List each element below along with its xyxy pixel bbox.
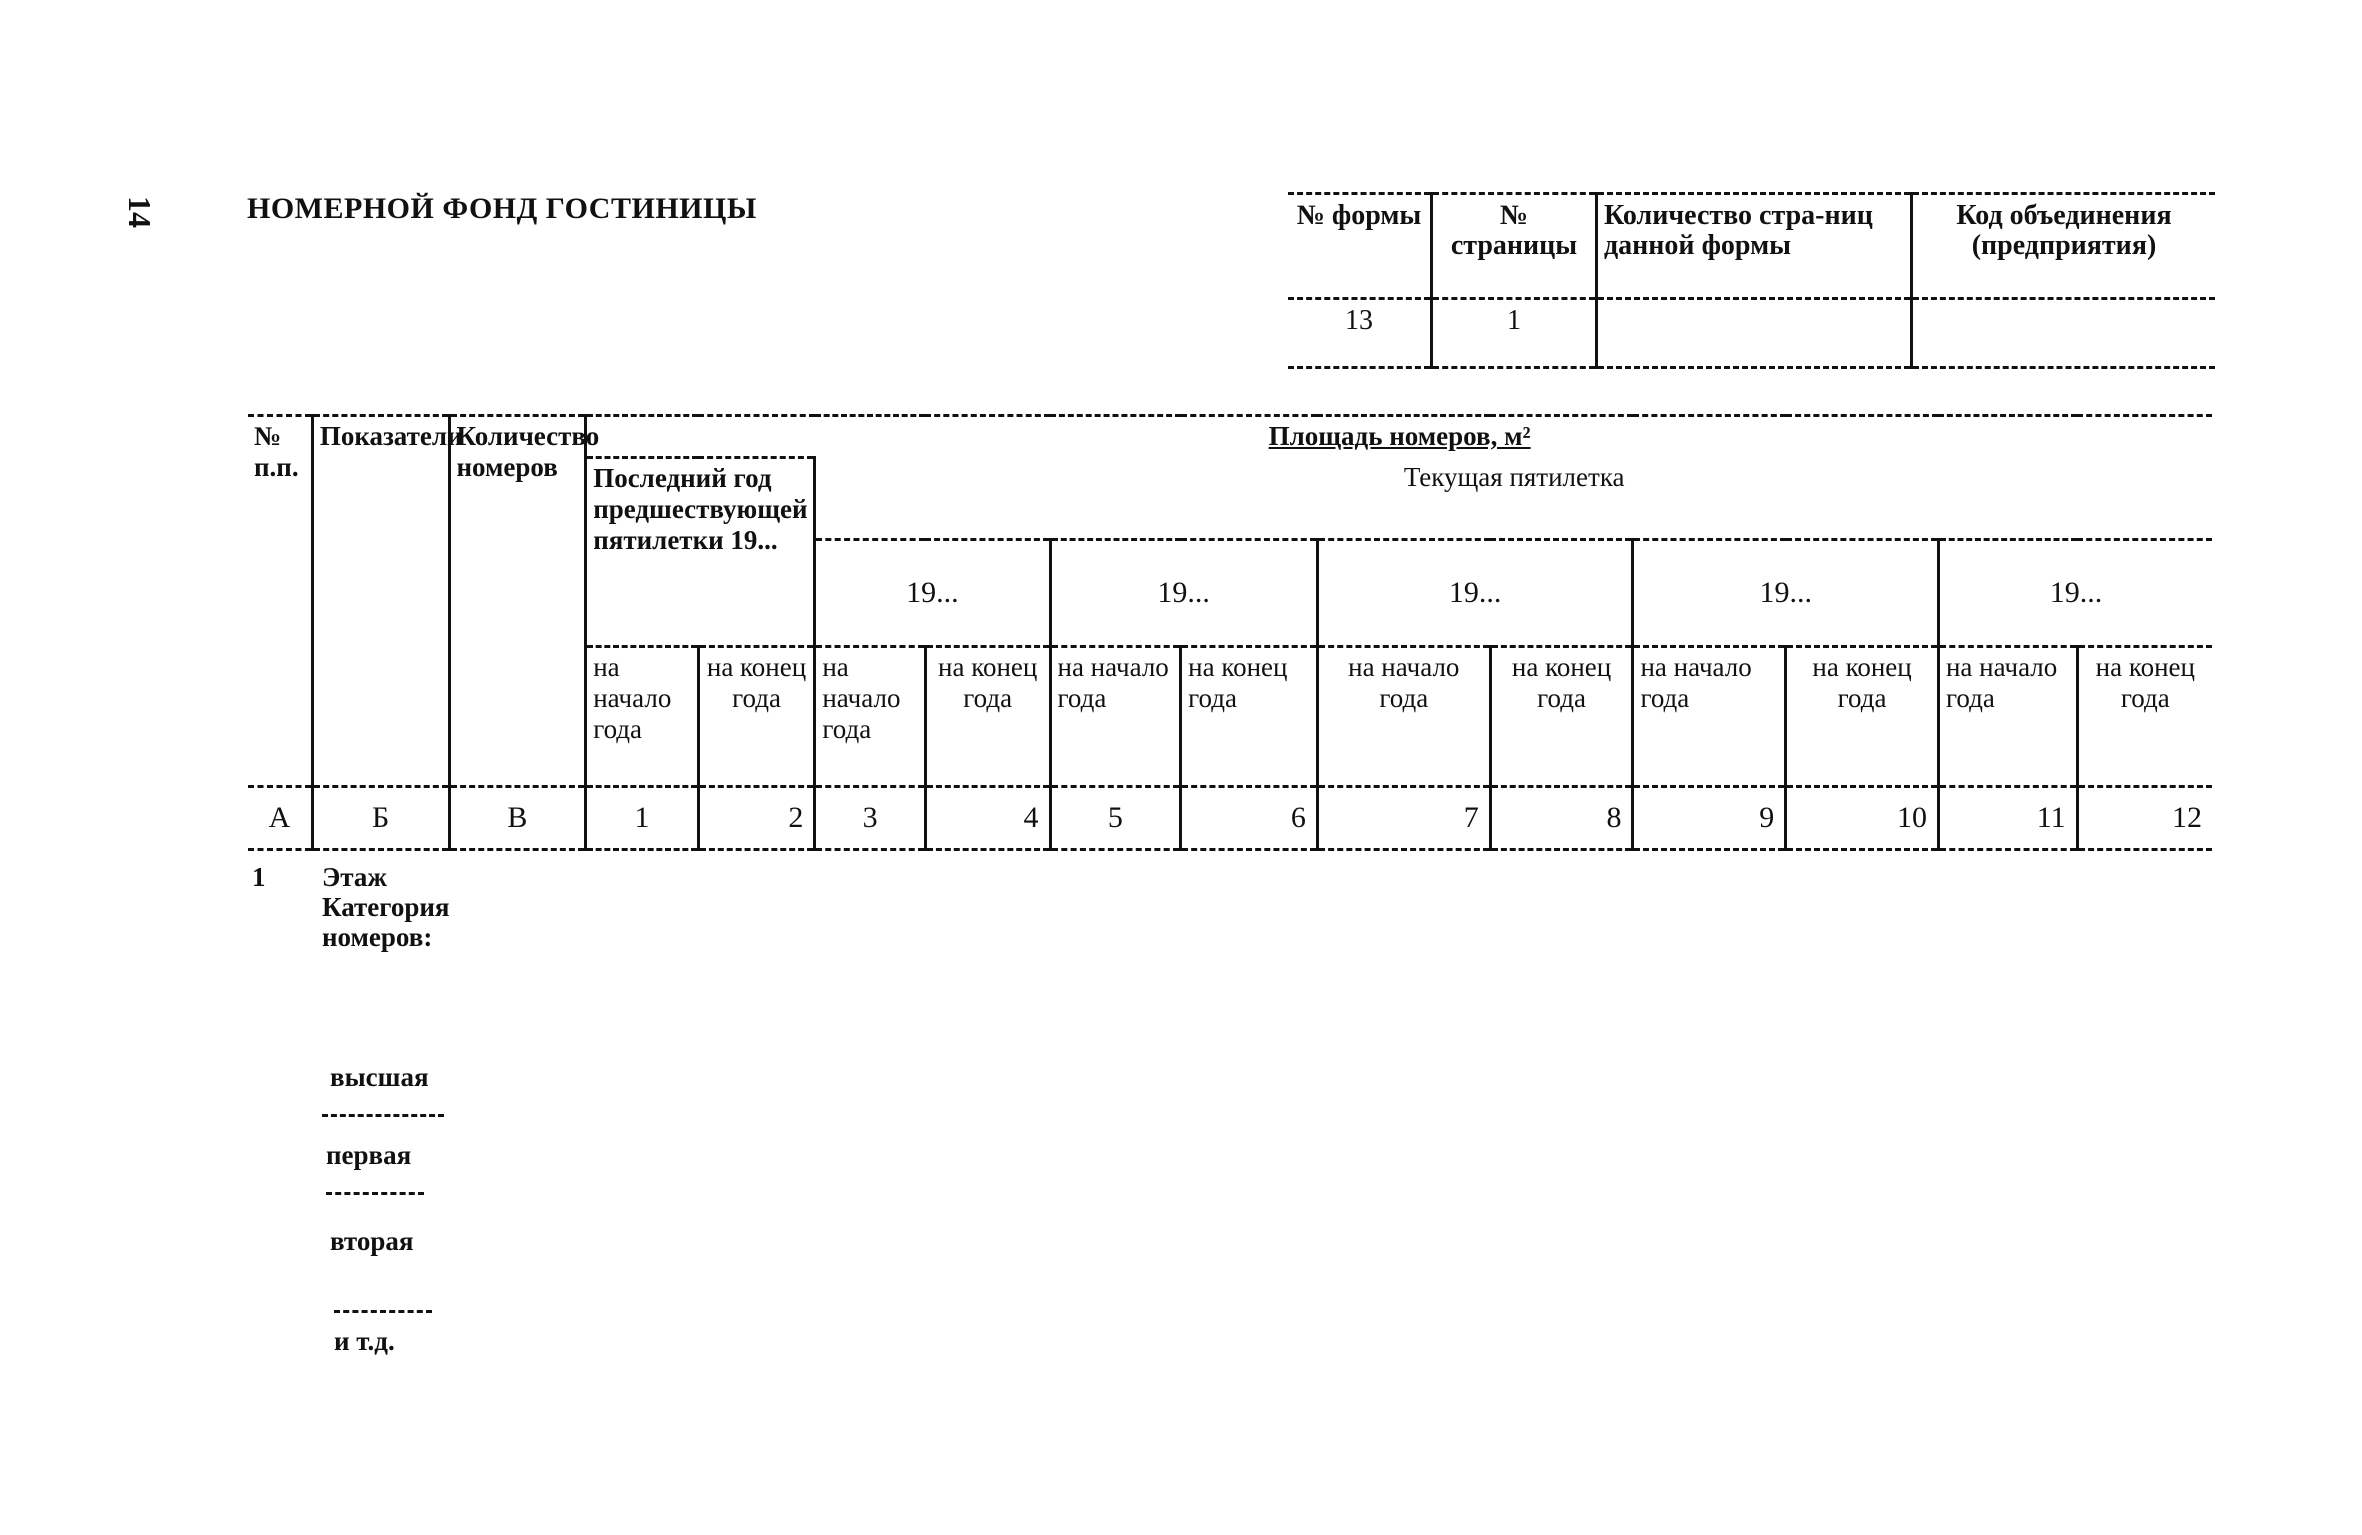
column-code: 4 <box>925 786 1050 849</box>
column-code: 12 <box>2077 786 2212 849</box>
room-fund-table <box>248 414 2212 851</box>
page-number-value: 1 <box>1432 299 1597 368</box>
column-code: 1 <box>586 786 699 849</box>
year-header-1: 19... <box>815 539 1050 646</box>
start-of-year-label: на начало года <box>1633 646 1786 786</box>
category-separator <box>322 1114 444 1117</box>
end-of-year-label: на конец года <box>1490 646 1633 786</box>
prev-year-header: Последний год предшествующей пятилетки 19... <box>586 458 815 647</box>
row-label <box>322 862 450 952</box>
area-header: Площадь номеров, м² <box>586 416 2212 458</box>
column-code: 9 <box>1633 786 1786 849</box>
category-item: вторая <box>330 1226 414 1256</box>
start-of-year-label: на начало года <box>1050 646 1181 786</box>
column-code: 5 <box>1050 786 1181 849</box>
year-header-2: 19... <box>1050 539 1317 646</box>
pages-count-header: Количество стра-ниц данной формы <box>1597 194 1912 299</box>
column-code: 3 <box>815 786 926 849</box>
category-separator <box>326 1192 424 1195</box>
page-title: НОМЕРНОЙ ФОНД ГОСТИНИЦЫ <box>247 192 757 225</box>
union-code-header: Код объединения (предприятия) <box>1912 194 2216 299</box>
column-code: 6 <box>1181 786 1318 849</box>
year-header-4: 19... <box>1633 539 1939 646</box>
col-header-rooms-count: Количество номеров <box>449 416 586 787</box>
end-of-year-label: на конец года <box>698 646 815 786</box>
form-info-table <box>1288 192 2215 369</box>
column-code: В <box>449 786 586 849</box>
col-header-indicators: Показатели <box>312 416 449 787</box>
column-code: 10 <box>1786 786 1939 849</box>
category-separator <box>334 1310 432 1313</box>
pages-count-value <box>1597 299 1912 368</box>
current-plan-header: Текущая пятилетка <box>815 458 2212 540</box>
year-header-5: 19... <box>1938 539 2212 646</box>
start-of-year-label: на начало года <box>586 646 699 786</box>
form-number-header: № формы <box>1288 194 1432 299</box>
col-header-number: № п.п. <box>248 416 312 787</box>
union-code-value <box>1912 299 2216 368</box>
form-number-value: 13 <box>1288 299 1432 368</box>
end-of-year-label: на конец года <box>2077 646 2212 786</box>
row-number: 1 <box>252 862 266 892</box>
category-item: высшая <box>330 1062 429 1092</box>
column-code: 2 <box>698 786 815 849</box>
column-code: А <box>248 786 312 849</box>
end-of-year-label: на конец года <box>1181 646 1318 786</box>
start-of-year-label: на начало года <box>1317 646 1490 786</box>
category-item: первая <box>326 1140 412 1170</box>
column-code: 8 <box>1490 786 1633 849</box>
page-number: 14 <box>122 196 158 228</box>
row-label-floor: Этаж <box>322 862 387 892</box>
column-code: 11 <box>1938 786 2077 849</box>
category-item: и т.д. <box>334 1326 395 1356</box>
end-of-year-label: на конец года <box>1786 646 1939 786</box>
page-number-header: № страницы <box>1432 194 1597 299</box>
end-of-year-label: на конец года <box>925 646 1050 786</box>
column-code: 7 <box>1317 786 1490 849</box>
row-label-category: Категория номеров: <box>322 892 450 952</box>
start-of-year-label: на начало года <box>815 646 926 786</box>
year-header-3: 19... <box>1317 539 1633 646</box>
column-code: Б <box>312 786 449 849</box>
start-of-year-label: на начало года <box>1938 646 2077 786</box>
